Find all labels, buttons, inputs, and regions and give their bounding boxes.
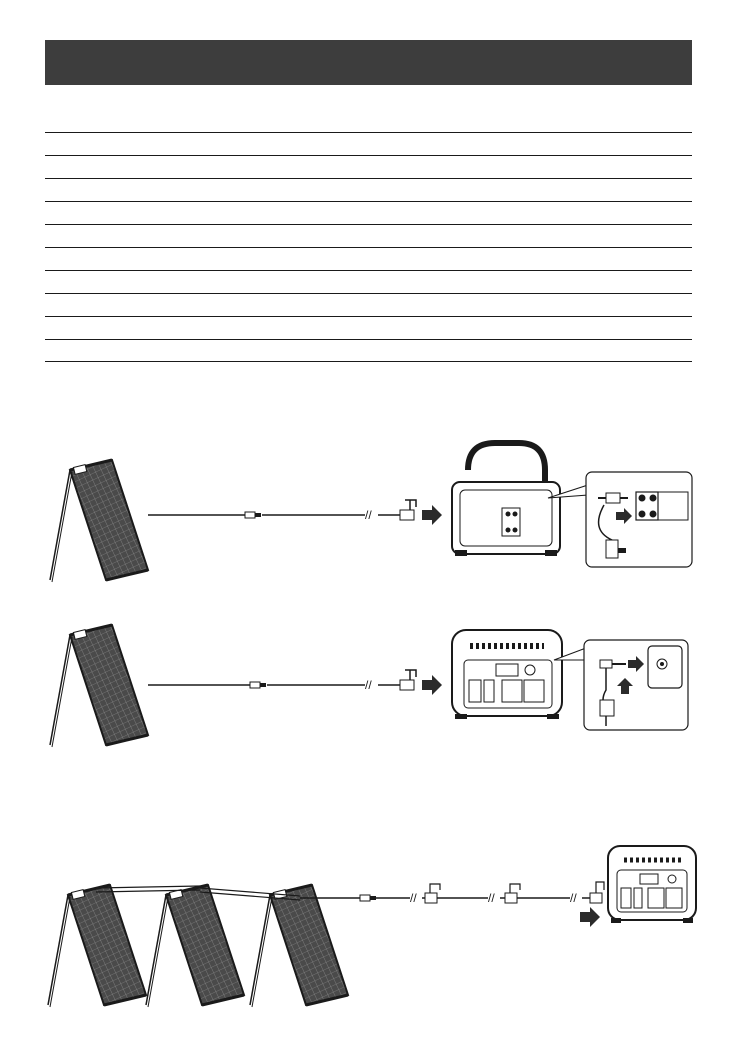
- figure-1-single-panel-handle-station: [50, 443, 692, 582]
- cable-connector-icon: [360, 895, 376, 901]
- svg-text://: //: [365, 678, 372, 692]
- detail-callout-box: [584, 640, 688, 730]
- svg-text://: //: [410, 891, 417, 905]
- svg-text://: //: [488, 891, 495, 905]
- svg-text://: //: [570, 891, 577, 905]
- arrow-right-icon: [422, 675, 442, 695]
- solar-panel-icon: [250, 885, 348, 1007]
- solar-panel-icon: [50, 460, 148, 582]
- arrow-right-icon: [422, 505, 442, 525]
- detail-callout-box: [586, 472, 692, 567]
- cable-connector-icon: [250, 682, 266, 688]
- power-station-grille-icon: [452, 630, 562, 719]
- power-station-grille-icon: [608, 846, 696, 923]
- cable-connector-icon: [245, 512, 261, 518]
- solar-panel-icon: [146, 885, 244, 1007]
- figure-3-three-panels-parallel: [48, 846, 696, 1007]
- solar-panel-icon: [50, 625, 148, 747]
- power-station-handle-icon: [452, 443, 560, 556]
- figure-2-single-panel-grille-station: [50, 625, 688, 747]
- solar-panel-icon: [48, 885, 146, 1007]
- arrow-right-icon: [580, 907, 600, 927]
- svg-text://: //: [365, 508, 372, 522]
